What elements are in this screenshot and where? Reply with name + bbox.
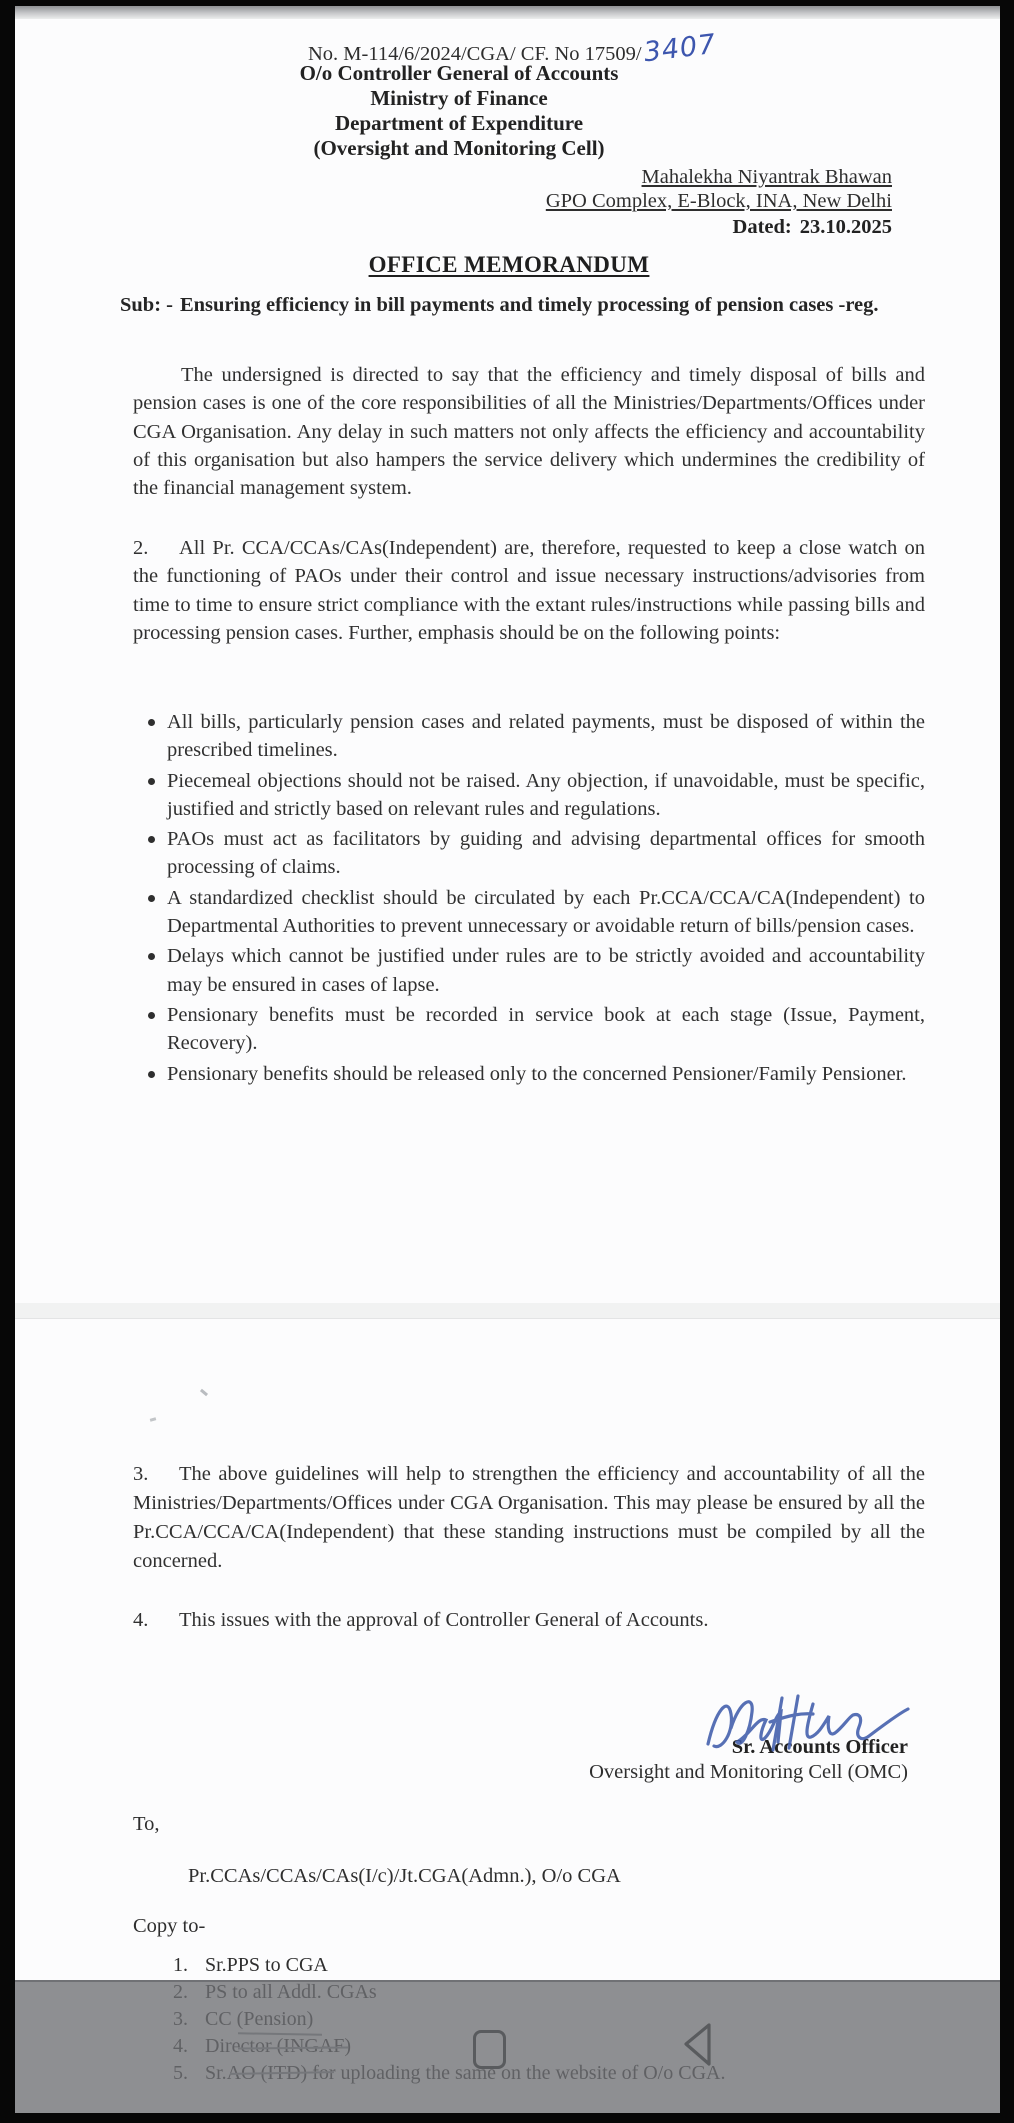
address-line: GPO Complex, E-Block, INA, New Delhi — [545, 190, 892, 212]
paragraph-2 — [133, 534, 925, 647]
back-nav-icon[interactable] — [679, 2020, 715, 2070]
bullet-item: Piecemeal objections should not be raised. Any objection, if unavoidable, must be specific, justified and strictly based on relevant rules and regulations. — [133, 767, 925, 824]
recents-nav-icon[interactable] — [473, 2030, 506, 2069]
subject-label: Sub: - — [120, 294, 173, 316]
bullet-item: Pensionary benefits should be released only to the concerned Pensioner/Family Pensioner. — [133, 1060, 925, 1088]
paragraph-2-text: All Pr. CCA/CCAs/CAs(Independent) are, therefore, requested to keep a close watch on the functioning of PAOs under their control and issue necessary instructions/advisories from time to time to ensure strict compliance with the extant rules/instructions while passing bills and processing pension cases. Further, emphasis should be on the following points: — [133, 537, 925, 644]
bullet-item: PAOs must act as facilitators by guiding and advising departmental offices for smooth processing of claims. — [133, 825, 925, 882]
org-header-line: (Oversight and Monitoring Cell) — [313, 136, 605, 160]
dated-value: 23.10.2025 — [799, 216, 892, 238]
bullet-item: Delays which cannot be justified under rules are to be strictly avoided and accountability may be ensured in cases of lapse. — [133, 942, 925, 999]
bullet-item: Pensionary benefits must be recorded in service book at each stage (Issue, Payment, Recovery). — [133, 1001, 925, 1058]
dated-line — [133, 216, 892, 239]
paragraph-4-number: 4. — [133, 1609, 149, 1631]
memo-title: OFFICE MEMORANDUM — [368, 252, 650, 277]
copy-to-item — [173, 1952, 933, 1979]
bullet-item: A standardized checklist should be circulated by each Pr.CCA/CCA/CA(Independent) to Departmental Authorities to prevent unnecessary or avoidable return of bills/pension cases. — [133, 884, 925, 941]
subject-text: Ensuring efficiency in bill payments and timely processing of pension cases -reg. — [179, 294, 879, 316]
ref-no-handwritten: 3407 — [641, 28, 718, 69]
signatory-cell: Oversight and Monitoring Cell (OMC) — [589, 1761, 908, 1783]
scan-speck — [150, 1417, 157, 1421]
paragraph-4 — [133, 1606, 925, 1634]
scan-speck — [200, 1389, 208, 1396]
org-header — [133, 61, 785, 161]
org-header-line: Ministry of Finance — [370, 86, 548, 110]
paragraph-3 — [133, 1460, 925, 1576]
dated-label: Dated: — [732, 216, 792, 238]
paragraph-2-number: 2. — [133, 537, 149, 559]
copy-to-label: Copy to- — [133, 1915, 206, 1937]
copy-to-item-text: Sr.PPS to CGA — [205, 1954, 328, 1976]
copy-to-item-number: 1. — [173, 1954, 188, 1976]
scan-top-shadow — [15, 6, 1000, 19]
bullet-item: All bills, particularly pension cases and related payments, must be disposed of within the prescribed timelines. — [133, 708, 925, 765]
subject-line — [120, 292, 972, 319]
bullet-list — [133, 708, 925, 1090]
paragraph-3-number: 3. — [133, 1463, 149, 1485]
document-page — [15, 6, 1000, 2113]
ref-no-text: No. M-114/6/2024/CGA/ CF. No 17509/ — [308, 43, 642, 65]
to-label: To, — [133, 1813, 160, 1835]
system-nav-overlay — [15, 1980, 1000, 2113]
org-header-line: Department of Expenditure — [334, 111, 584, 135]
paragraph-4-text: This issues with the approval of Controller General of Accounts. — [179, 1609, 709, 1631]
recipient-line: Pr.CCAs/CCAs/CAs(I/c)/Jt.CGA(Admn.), O/o CGA — [188, 1865, 621, 1887]
address-block — [133, 165, 892, 239]
scan-page-junction — [15, 1303, 1000, 1319]
address-line: Mahalekha Niyantrak Bhawan — [641, 166, 892, 188]
paragraph-3-text: The above guidelines will help to strengthen the efficiency and accountability of all the Ministries/Departments/Offices under CGA Organisation. This may please be ensured by all the Pr.CCA/CCA/CA(Independent) that these standing instructions must be compiled by all the concerned. — [133, 1463, 925, 1572]
signatory-designation: Sr. Accounts Officer — [731, 1736, 908, 1758]
paragraph-1: The undersigned is directed to say that the efficiency and timely disposal of bills and pension cases is one of the core responsibilities of all the Ministries/Departments/Offices under CGA Organisation. Any delay in such matters not only affects the efficiency and accountability of this organisation but also hampers the service delivery which undermines the credibility of the financial management system. — [133, 364, 925, 500]
org-header-line: O/o Controller General of Accounts — [299, 61, 619, 85]
signature-scribble — [700, 1686, 915, 1764]
